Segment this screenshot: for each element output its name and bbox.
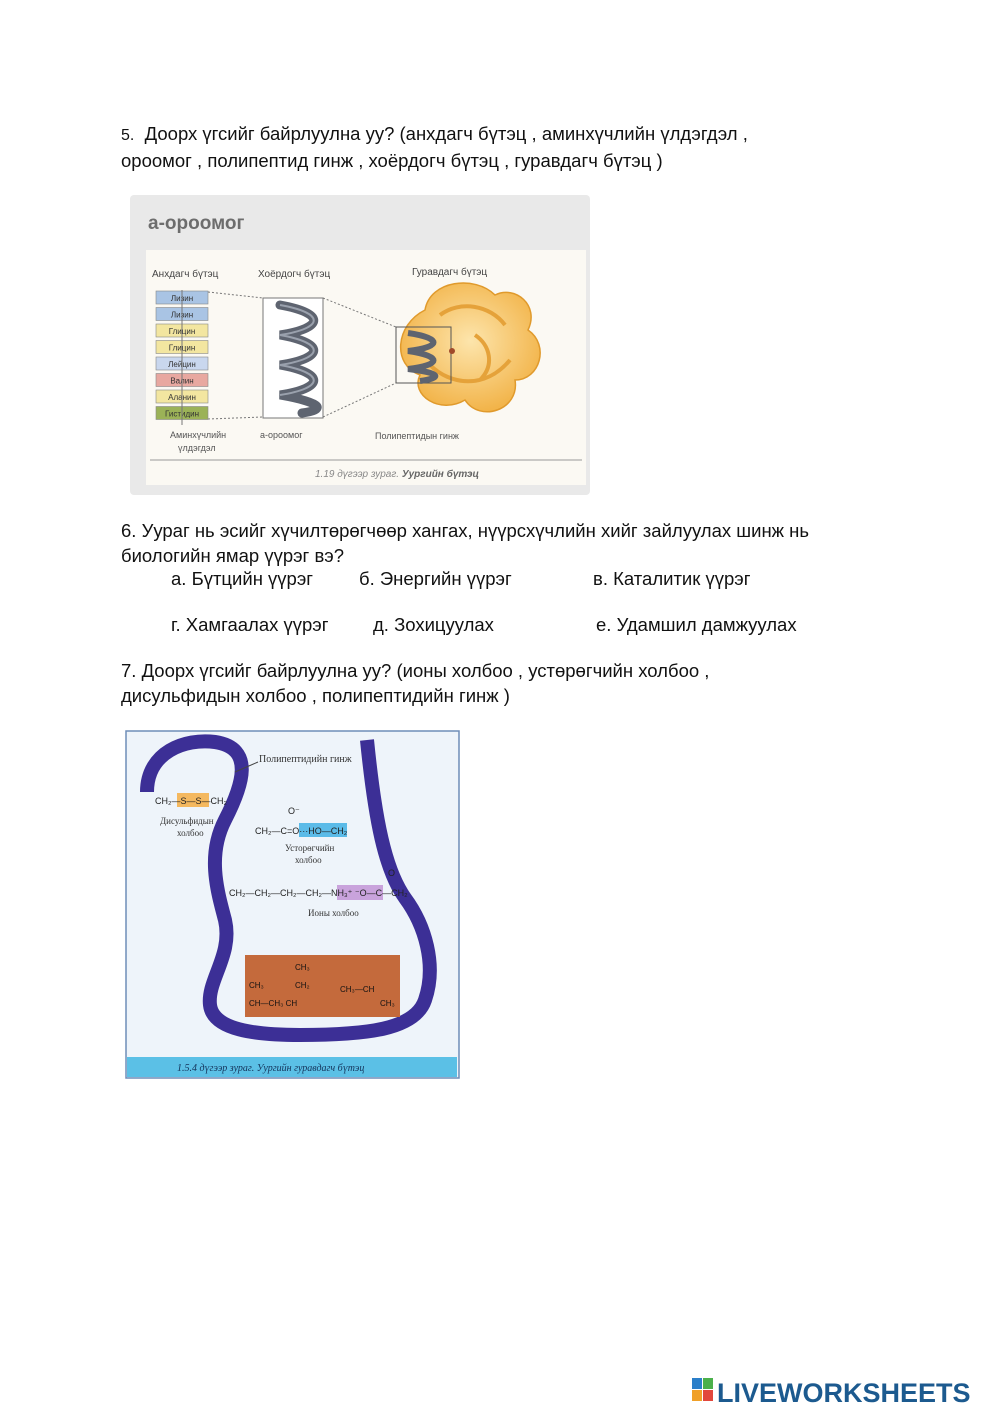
figure-2-caption bbox=[177, 1063, 364, 1074]
figure-1-caption bbox=[315, 468, 479, 480]
disulfide-label-line-1: Дисульфидын bbox=[160, 816, 214, 826]
hydrophobic-ch3-left: CH₃ bbox=[249, 981, 264, 990]
amino-acid-label: Глицин bbox=[168, 343, 196, 353]
question-5-line-2: ороомог , полипептид гинж , хоёрдогч бүтэц , гуравдагч бүтэц ) bbox=[121, 150, 663, 171]
hydrophobic-ch-row: CH—CH₃ CH bbox=[249, 999, 298, 1008]
logo-square-3 bbox=[692, 1390, 702, 1401]
amino-acid-label: Аланин bbox=[168, 393, 196, 402]
tertiary-bonds-figure bbox=[125, 730, 461, 1080]
logo-square-2 bbox=[703, 1378, 713, 1389]
figure-1-caption-number: 1.19 дүгээр зураг. bbox=[315, 469, 400, 480]
label-secondary-structure: Хоёрдогч бүтэц bbox=[258, 269, 331, 280]
disulfide-formula: CH₂—S—S—CH₂ bbox=[155, 796, 227, 806]
hydrophobic-ch3-ch: CH₃—CH bbox=[340, 985, 375, 994]
amino-acid-label: Валин bbox=[170, 376, 194, 386]
o-top-label: O bbox=[388, 868, 396, 878]
question-7 bbox=[121, 658, 709, 708]
hydrophobic-ch3-top: CH₃ bbox=[295, 963, 310, 972]
option-a[interactable]: а. Бүтцийн үүрэг bbox=[171, 568, 314, 589]
amino-acid-label: Лизин bbox=[170, 310, 194, 320]
option-f[interactable]: е. Удамшил дамжуулах bbox=[596, 614, 797, 635]
label-polypeptide-chain: Полипептидын гинж bbox=[375, 431, 459, 441]
question-6 bbox=[121, 518, 809, 568]
amino-acid-label: Глицин bbox=[168, 327, 196, 336]
option-e[interactable]: д. Зохицуулах bbox=[373, 614, 494, 635]
question-5 bbox=[121, 121, 748, 173]
figure-1-title: a-ороомог bbox=[148, 213, 245, 234]
question-5-number: 5. bbox=[121, 127, 135, 144]
label-polypeptide-chain-2: Полипептидийн гинж bbox=[259, 754, 352, 765]
label-alpha-helix: a-ороомог bbox=[260, 430, 303, 440]
hydrogen-label-line-1: Усторөгчийн bbox=[285, 843, 335, 853]
helix-marker-icon bbox=[449, 348, 455, 354]
label-residue-line-1: Аминхүчлийн bbox=[170, 430, 227, 440]
hydrogen-label-line-2: холбоо bbox=[295, 855, 322, 865]
figure-1-caption-title: Уургийн бүтэц bbox=[401, 469, 479, 480]
liveworksheets-logo bbox=[692, 1374, 992, 1408]
protein-structure-figure bbox=[130, 195, 590, 495]
hydrophobic-ch3-bottom: CH₃ bbox=[380, 999, 395, 1008]
label-residue-line-2: үлдэгдэл bbox=[178, 443, 216, 453]
option-c[interactable]: в. Каталитик үүрэг bbox=[593, 568, 751, 589]
hydrophobic-ch2: CH₂ bbox=[295, 981, 310, 990]
ionic-label: Ионы холбоо bbox=[308, 908, 359, 918]
logo-square-1 bbox=[692, 1378, 702, 1389]
option-b[interactable]: б. Энергийн үүрэг bbox=[359, 568, 512, 589]
option-d[interactable]: г. Хамгаалах үүрэг bbox=[171, 614, 329, 635]
question-6-line-1: 6. Уураг нь эсийг хүчилтөрөгчөөр хангах, нүүрсхүчлийн хийг зайлуулах шинж нь bbox=[121, 520, 810, 541]
o-minus-label: O⁻ bbox=[288, 806, 300, 816]
question-7-line-1: 7. Доорх үгсийг байрлуулна уу? (ионы холбоо , устөрөгчийн холбоо , bbox=[121, 660, 710, 681]
amino-acid-label: Лейцин bbox=[168, 360, 196, 369]
amino-acid-label: Лизин bbox=[170, 294, 194, 303]
logo-square-4 bbox=[703, 1390, 713, 1401]
label-tertiary-structure: Гуравдагч бүтэц bbox=[412, 267, 488, 278]
logo-text: LIVEWORKSHEETS bbox=[717, 1378, 971, 1408]
question-7-line-2: дисульфидын холбоо , полипептидийн гинж ) bbox=[121, 685, 510, 706]
amino-acid-label: Гистидин bbox=[164, 409, 200, 419]
disulfide-label-line-2: холбоо bbox=[177, 828, 204, 838]
question-5-line-1: 5. Доорх үгсийг байрлуулна уу? (анхдагч бүтэц , аминхүчлийн үлдэгдэл , bbox=[121, 123, 748, 144]
hydrogen-formula: CH₂—C=O···HO—CH₂ bbox=[255, 826, 348, 836]
question-6-line-2: биологийн ямар үүрэг вэ? bbox=[121, 545, 345, 566]
question-6-number: 6. bbox=[121, 520, 137, 541]
label-primary-structure: Анхдагч бүтэц bbox=[152, 269, 219, 280]
ionic-formula: CH₂—CH₂—CH₂—CH₂—NH₃⁺ ⁻O—C—CH₂ bbox=[229, 888, 408, 898]
figure-2-caption-title: Уургийн гуравдагч бүтэц bbox=[256, 1063, 365, 1074]
figure-2-caption-number: 1.5.4 дүгээр зураг. bbox=[177, 1063, 255, 1074]
